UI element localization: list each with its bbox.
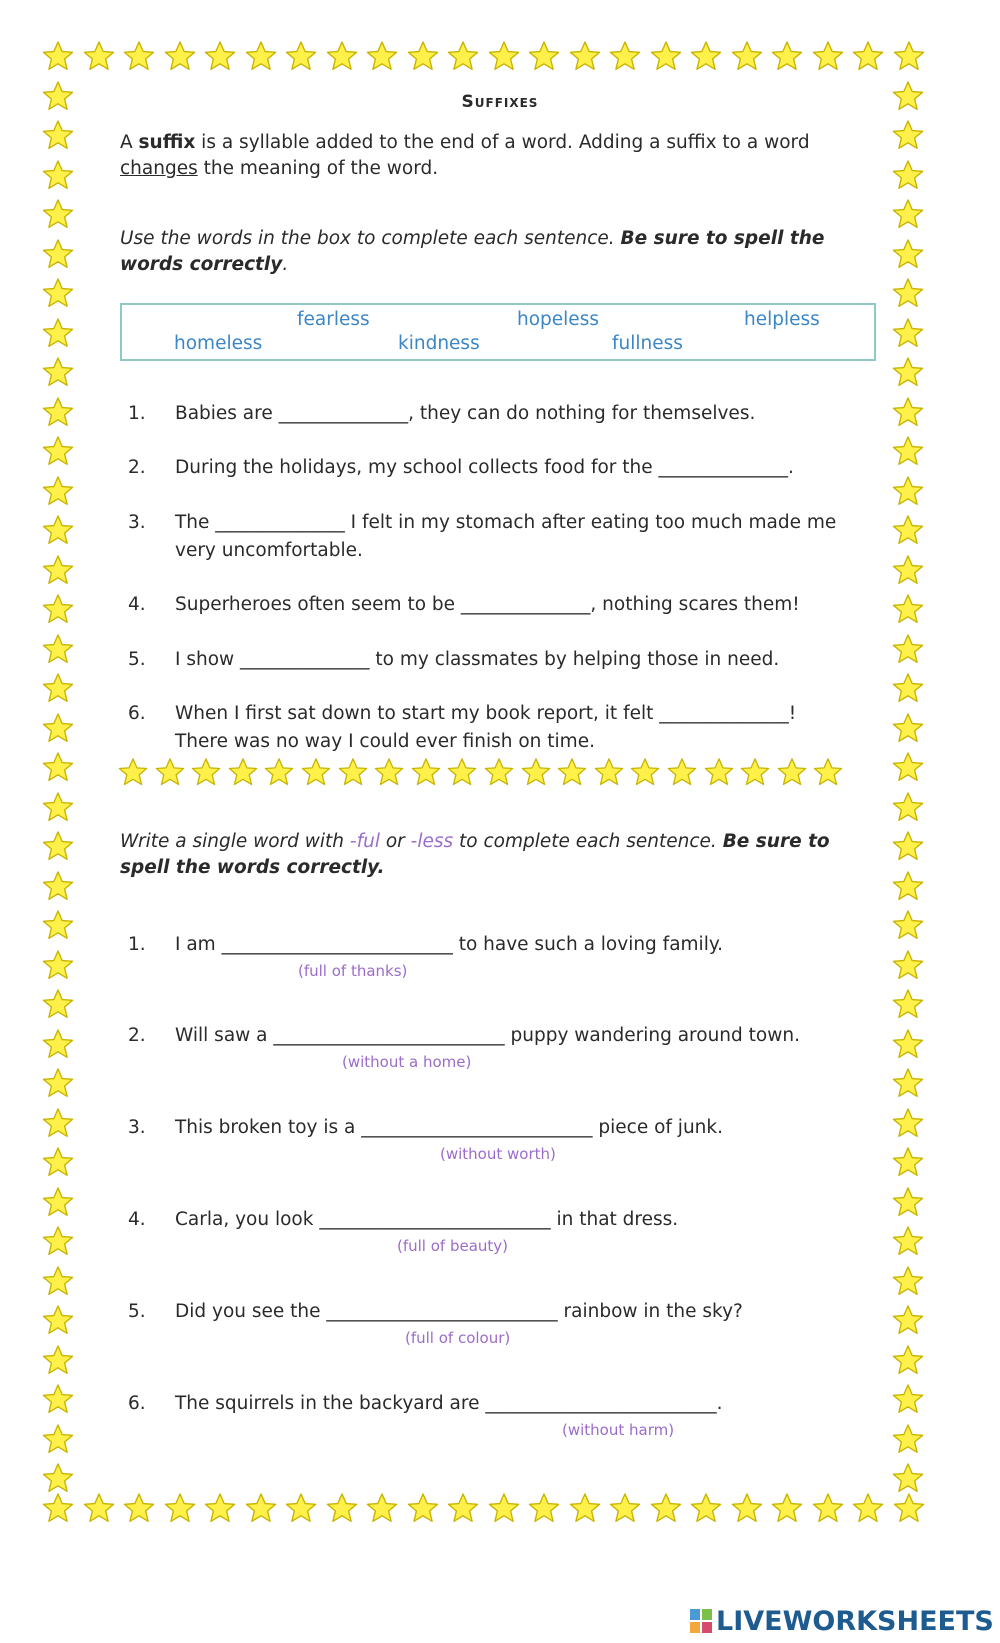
star-border-icon [569,1492,601,1524]
star-border-icon [892,1146,924,1178]
star-border-icon [892,396,924,428]
star-border-icon [892,1462,924,1494]
divider-star-icon [594,757,624,787]
word-box-item: fullness [612,333,683,354]
star-border-icon [488,1492,520,1524]
star-border-icon [892,712,924,744]
star-border-icon [892,80,924,112]
hint: (full of thanks) [298,962,408,980]
star-border-icon [42,277,74,309]
changes-underlined: changes [120,158,198,179]
star-border-icon [892,1225,924,1257]
divider-star-icon [411,757,441,787]
star-border-icon [892,1344,924,1376]
divider-star-icon [264,757,294,787]
star-border-icon [852,40,884,72]
star-border-icon [892,1107,924,1139]
star-border-icon [42,80,74,112]
star-border-icon [812,40,844,72]
star-border-icon [42,949,74,981]
word-box-item: homeless [174,333,263,354]
star-border-icon [893,40,925,72]
star-border-icon [83,1492,115,1524]
star-border-icon [42,1492,74,1524]
star-border-icon [731,1492,763,1524]
star-border-icon [245,1492,277,1524]
star-border-icon [609,40,641,72]
star-border-icon [42,238,74,270]
star-border-icon [42,119,74,151]
star-border-icon [892,1304,924,1336]
star-border-icon [812,1492,844,1524]
word-box-item: helpless [744,309,820,330]
star-border-icon [892,988,924,1020]
sentence[interactable]: The ______________ I felt in my stomach after eating too much made me [175,512,837,533]
star-border-icon [892,1265,924,1297]
sentence[interactable]: During the holidays, my school collects food for the ______________. [175,457,794,478]
divider-star-icon [374,757,404,787]
star-border-icon [366,40,398,72]
star-border-icon [892,949,924,981]
star-border-icon [42,1344,74,1376]
star-border-icon [42,435,74,467]
star-border-icon [650,40,682,72]
star-border-icon [892,159,924,191]
star-border-icon [892,514,924,546]
sentence[interactable]: I am _________________________ to have such a loving family. [175,934,724,955]
star-border-icon [42,1146,74,1178]
star-border-icon [42,317,74,349]
star-border-icon [42,356,74,388]
star-border-icon [42,672,74,704]
star-border-icon [447,40,479,72]
star-border-icon [892,1186,924,1218]
hint: (without harm) [562,1421,675,1439]
star-border-icon [285,1492,317,1524]
star-border-icon [488,40,520,72]
word-box [120,303,876,361]
star-border-icon [42,1225,74,1257]
divider-star-icon [118,757,148,787]
star-border-icon [892,317,924,349]
star-border-icon [42,1265,74,1297]
sentence[interactable]: Superheroes often seem to be ______________, nothing scares them! [175,594,800,615]
word-box-item: fearless [297,309,370,330]
suffix-term: suffix [138,132,196,153]
hint: (full of beauty) [397,1237,509,1255]
star-border-icon [42,1067,74,1099]
intro-paragraph: A suffix is a syllable added to the end of a word. Adding a suffix to a word changes the meaning of the word. [120,132,810,179]
sentence-continued: very uncomfortable. [175,540,363,561]
star-border-icon [892,1028,924,1060]
star-border-icon [164,40,196,72]
star-border-icon [892,751,924,783]
star-border-icon [892,830,924,862]
word-box-item: kindness [398,333,480,354]
star-border-icon [285,40,317,72]
star-border-icon [42,396,74,428]
star-border-icon [892,277,924,309]
star-border-icon [42,909,74,941]
hint: (without worth) [440,1145,556,1163]
star-border-icon [528,40,560,72]
star-border-icon [892,1067,924,1099]
divider-star-icon [191,757,221,787]
star-border-icon [892,909,924,941]
star-border-icon [892,356,924,388]
star-border-icon [892,593,924,625]
star-border-icon [892,1423,924,1455]
sentence-continued: There was no way I could ever finish on time. [175,731,595,752]
star-border-icon [164,1492,196,1524]
star-border-icon [42,633,74,665]
section1-instruction: Use the words in the box to complete each sentence. Be sure to spell the words correctly. [120,228,825,275]
star-border-icon [650,1492,682,1524]
star-border-icon [42,1028,74,1060]
star-border-icon [528,1492,560,1524]
sentence[interactable]: I show ______________ to my classmates by helping those in need. [175,649,780,670]
star-border-icon [123,40,155,72]
sentence[interactable]: Will saw a _________________________ puppy wandering around town. [175,1025,800,1046]
sentence[interactable]: When I first sat down to start my book report, it felt ______________! [175,703,797,724]
star-border-icon [83,40,115,72]
divider-star-icon [484,757,514,787]
divider-star-icon [521,757,551,787]
star-border-icon [326,40,358,72]
star-border-icon [892,672,924,704]
word-box-item: hopeless [517,309,599,330]
page-title: Suffixes [461,92,539,112]
star-border-icon [42,1304,74,1336]
star-border-icon [771,1492,803,1524]
star-border-icon [42,1383,74,1415]
divider-star-icon [228,757,258,787]
star-border-icon [609,1492,641,1524]
star-border-icon [892,119,924,151]
star-border-icon [42,870,74,902]
star-border-icon [204,40,236,72]
star-border-icon [245,40,277,72]
star-border-icon [569,40,601,72]
star-border-icon [42,554,74,586]
star-border-icon [42,1462,74,1494]
star-border-icon [892,435,924,467]
star-border-icon [893,1492,925,1524]
divider-star-icon [447,757,477,787]
star-border-icon [42,1186,74,1218]
star-border-icon [892,870,924,902]
star-border-icon [771,40,803,72]
star-border-icon [407,40,439,72]
section2-instruction: Write a single word with -ful or -less to complete each sentence. Be sure to spell the words correctly. [120,831,830,878]
hint: (full of colour) [405,1329,511,1347]
divider-star-icon [301,757,331,787]
divider-star-icon [813,757,843,787]
suffix-less: -less [410,831,454,852]
star-border-icon [892,791,924,823]
star-border-icon [407,1492,439,1524]
sentence[interactable]: This broken toy is a _________________________ piece of junk. [175,1117,723,1138]
hint: (without a home) [342,1053,472,1071]
star-border-icon [731,40,763,72]
star-border-icon [42,830,74,862]
divider-star-icon [338,757,368,787]
star-border-icon [42,475,74,507]
divider-star-icon [630,757,660,787]
divider-star-icon [155,757,185,787]
star-border-icon [42,712,74,744]
divider-star-icon [557,757,587,787]
star-border-icon [892,1383,924,1415]
star-border-icon [42,791,74,823]
sentence[interactable]: Babies are ______________, they can do nothing for themselves. [175,403,756,424]
star-border-icon [892,238,924,270]
star-border-icon [42,988,74,1020]
sentence[interactable]: The squirrels in the backyard are _________________________. [175,1393,723,1414]
liveworksheets-logo[interactable]: LIVEWORKSHEETS [716,1606,994,1637]
liveworksheets-logo-icon [690,1609,712,1633]
star-border-icon [42,751,74,783]
star-border-icon [42,198,74,230]
sentence[interactable]: Did you see the _________________________ rainbow in the sky? [175,1301,743,1322]
star-border-icon [42,514,74,546]
star-border-icon [690,1492,722,1524]
suffix-ful: -ful [349,831,380,852]
star-border-icon [123,1492,155,1524]
star-border-icon [42,1423,74,1455]
sentence[interactable]: Carla, you look _________________________ in that dress. [175,1209,679,1230]
star-border-icon [892,554,924,586]
divider-star-icon [777,757,807,787]
divider-star-icon [667,757,697,787]
divider-star-icon [740,757,770,787]
star-border-icon [366,1492,398,1524]
star-border-icon [42,593,74,625]
star-border-icon [42,159,74,191]
star-border-icon [326,1492,358,1524]
star-border-icon [204,1492,236,1524]
divider-star-icon [704,757,734,787]
star-border-icon [892,198,924,230]
star-border-icon [892,633,924,665]
star-border-icon [447,1492,479,1524]
star-border-icon [42,40,74,72]
star-border-icon [690,40,722,72]
star-border-icon [892,475,924,507]
star-border-icon [42,1107,74,1139]
star-border-icon [852,1492,884,1524]
